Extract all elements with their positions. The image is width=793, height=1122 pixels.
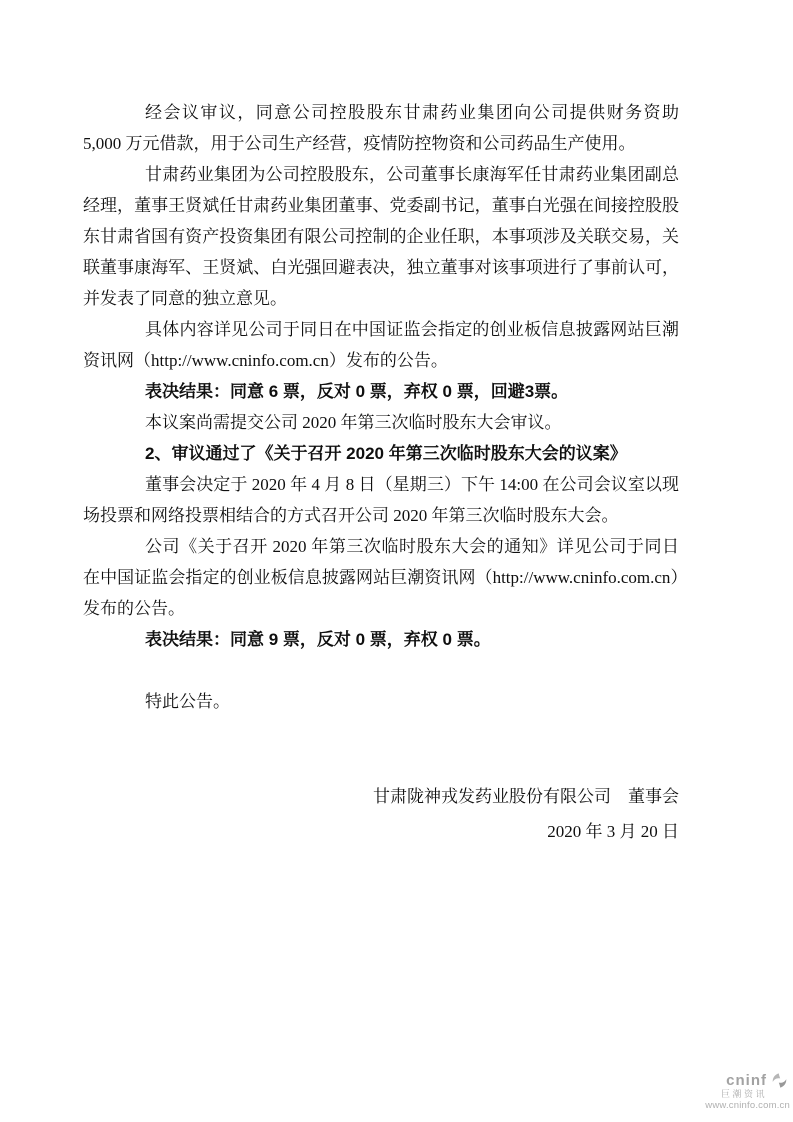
cninfo-logo-row bbox=[705, 1072, 790, 1089]
vote-result-item-2: 表决结果：同意 9 票，反对 0 票，弃权 0 票。 bbox=[145, 630, 491, 649]
document-body bbox=[83, 97, 679, 849]
paragraph-financial-aid-approval: 经会议审议，同意公司控股股东甘肃药业集团向公司提供财务资助 5,000 万元借款，用于公司生产经营，疫情防控物资和公司药品生产使用。 bbox=[83, 103, 679, 153]
paragraph-disclosure-reference: 具体内容详见公司于同日在中国证监会指定的创业板信息披露网站巨潮资讯网（http://www.cninfo.com.cn）发布的公告。 bbox=[83, 320, 679, 370]
paragraph-submit-to-shareholders-meeting: 本议案尚需提交公司 2020 年第三次临时股东大会审议。 bbox=[145, 413, 562, 432]
paragraph-meeting-arrangement: 董事会决定于 2020 年 4 月 8 日（星期三）下午 14:00 在公司会议室以现场投票和网络投票相结合的方式召开公司 2020 年第三次临时股东大会。 bbox=[83, 475, 679, 525]
signature-date-line: 2020 年 3 月 20 日 bbox=[547, 822, 679, 841]
cninfo-logo bbox=[705, 1072, 790, 1111]
heading-agenda-item-2: 2、审议通过了《关于召开 2020 年第三次临时股东大会的议案》 bbox=[145, 444, 627, 463]
vote-result-item-1: 表决结果：同意 6 票，反对 0 票，弃权 0 票，回避3票。 bbox=[145, 382, 569, 401]
closing-statement: 特此公告。 bbox=[145, 692, 230, 711]
signature-block bbox=[83, 779, 679, 849]
signature-company-line: 甘肃陇神戎发药业股份有限公司 董事会 bbox=[373, 787, 679, 806]
cninfo-chinese-name: 巨潮资讯 bbox=[720, 1088, 767, 1099]
paragraph-related-party-details: 甘肃药业集团为公司控股股东，公司董事长康海军任甘肃药业集团副总经理，董事王贤斌任甘肃药业集团董事、党委副书记，董事白光强在间接控股股东甘肃省国有资产投资集团有限公司控制的企业任职，本事项涉及关联交易，关联董事康海军、王贤斌、白光强回避表决，独立董事对该事项进行了事前认可，并发表了同意的独立意见。 bbox=[83, 165, 679, 308]
cninfo-url: www.cninfo.com.cn bbox=[705, 1099, 790, 1111]
cninfo-swirl-icon bbox=[769, 1072, 790, 1089]
paragraph-notice-disclosure-reference: 公司《关于召开 2020 年第三次临时股东大会的通知》详见公司于同日在中国证监会指定的创业板信息披露网站巨潮资讯网（http://www.cninfo.com.cn）发布的公告。 bbox=[83, 537, 679, 618]
cninfo-wordmark: cninf bbox=[726, 1071, 767, 1089]
